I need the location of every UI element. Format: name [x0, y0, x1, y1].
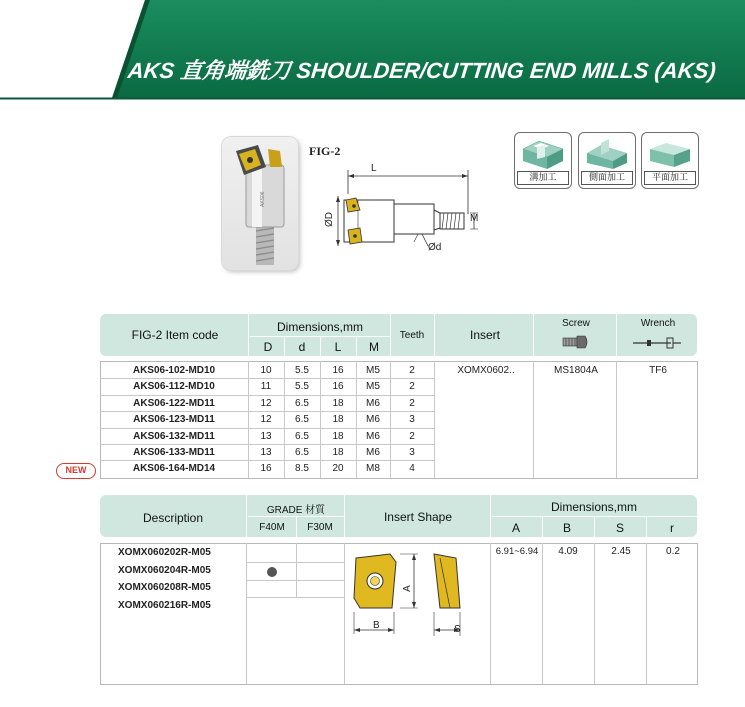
cell-M: M6 — [366, 430, 380, 442]
hdr-divider — [356, 337, 357, 356]
cell-L: 16 — [332, 365, 344, 376]
row-divider — [100, 428, 434, 429]
row-divider — [100, 444, 434, 445]
screw-value: MS1804A — [554, 365, 598, 376]
dim-L-label: L — [371, 163, 377, 174]
col-divider — [646, 543, 647, 684]
svg-text:AKS06: AKS06 — [260, 191, 266, 207]
hdr-divider — [246, 495, 247, 537]
cell-d: 6.5 — [295, 430, 309, 442]
cell-L: 16 — [332, 381, 344, 393]
cell-teeth: 3 — [409, 414, 415, 426]
cell-D: 11 — [260, 381, 272, 393]
cell-teeth: 2 — [409, 430, 415, 442]
cell-teeth: 2 — [409, 365, 415, 376]
hdr-divider — [492, 516, 697, 517]
row-divider — [100, 395, 434, 396]
item-code: AKS06-123-MD11 — [133, 414, 215, 426]
face-icon — [641, 132, 699, 189]
insert-code: XOMX060202R-M05 — [118, 547, 211, 558]
cell-M: M6 — [366, 414, 380, 426]
th-r: r — [670, 521, 674, 535]
hdr-divider — [646, 517, 647, 537]
th-dimensions: Dimensions,mm — [276, 320, 363, 334]
cell-L: 18 — [332, 414, 344, 426]
product-photo — [222, 137, 298, 270]
dim-D-label: ØD — [324, 212, 335, 227]
item-code: AKS06-132-MD11 — [133, 430, 215, 442]
col-divider — [246, 543, 247, 684]
cell-teeth: 3 — [409, 447, 415, 458]
cell-M: M6 — [366, 447, 380, 458]
row-divider — [246, 562, 344, 563]
col-divider — [296, 543, 297, 597]
col-divider — [616, 361, 617, 478]
cell-teeth: 2 — [409, 381, 415, 393]
dim-M-label: M — [470, 213, 479, 224]
hdr-divider — [344, 495, 345, 537]
insert-code: XOMX060204R-M05 — [118, 564, 211, 576]
th-grade: GRADE 材質 — [266, 505, 326, 516]
insert-shape-drawing — [350, 550, 486, 642]
cell-d: 8.5 — [295, 463, 309, 475]
new-badge — [56, 463, 96, 479]
cell-D: 16 — [260, 463, 272, 475]
cell-d: 6.5 — [295, 414, 309, 426]
side-label: 側面加工 — [581, 171, 633, 185]
th-S: S — [615, 521, 624, 535]
hdr-divider — [616, 314, 617, 356]
dim-d-label: Ød — [428, 242, 442, 253]
new-badge-label: NEW — [65, 465, 87, 475]
shape-label-S: S — [454, 624, 461, 635]
cell-D: 13 — [260, 430, 272, 442]
dim-A-value: 6.91~6.94 — [495, 546, 539, 557]
insert-code: XOMX060208R-M05 — [118, 582, 211, 593]
cell-L: 18 — [332, 447, 344, 458]
item-code: AKS06-102-MD10 — [132, 365, 216, 376]
hdr-divider — [248, 516, 344, 517]
hdr-divider — [296, 517, 297, 537]
insert-value: XOMX0602.. — [457, 365, 515, 376]
th-description: Description — [142, 511, 204, 525]
cell-L: 18 — [332, 397, 344, 409]
item-code: AKS06-133-MD11 — [133, 447, 215, 458]
th-f30m: F30M — [307, 522, 333, 533]
th-insert-shape: Insert Shape — [383, 510, 453, 524]
screw-icon — [561, 334, 591, 350]
th-item-code: FIG-2 Item code — [131, 328, 219, 342]
slot-label: 溝加工 — [517, 171, 569, 185]
row-divider — [246, 580, 344, 581]
wrench-value: TF6 — [649, 365, 667, 376]
cell-L: 20 — [332, 463, 344, 475]
side-icon — [578, 132, 636, 189]
shape-label-B: B — [373, 620, 380, 631]
item-code: AKS06-164-MD14 — [132, 463, 216, 475]
cell-D: 10 — [260, 365, 272, 376]
row-divider — [100, 378, 434, 379]
shape-label-A: A — [401, 585, 413, 592]
hdr-divider — [533, 314, 534, 356]
cell-M: M5 — [366, 381, 380, 393]
face-label: 平面加工 — [644, 171, 696, 185]
cell-d: 6.5 — [295, 447, 309, 458]
col-divider — [533, 361, 534, 478]
cell-M: M8 — [366, 463, 380, 475]
th-A: A — [511, 521, 520, 535]
cell-D: 12 — [260, 414, 272, 426]
dim-B-value: 4.09 — [558, 546, 578, 557]
th-L: L — [334, 340, 342, 354]
insert-code: XOMX060216R-M05 — [118, 599, 211, 611]
cell-d: 5.5 — [295, 365, 309, 376]
page-title: AKS 直角端銑刀 SHOULDER/CUTTING END MILLS (AKS) — [126, 58, 718, 83]
cell-D: 12 — [260, 397, 272, 409]
item-code: AKS06-122-MD11 — [133, 397, 215, 409]
cell-teeth: 2 — [409, 397, 415, 409]
th-teeth: Teeth — [399, 330, 425, 341]
th-d: d — [298, 340, 306, 354]
cell-d: 5.5 — [295, 381, 309, 393]
th-B: B — [562, 521, 571, 535]
th-D: D — [263, 340, 273, 354]
th-M: M — [369, 340, 379, 354]
tool-drawing — [318, 158, 488, 268]
cell-M: M6 — [366, 397, 380, 409]
cell-L: 18 — [332, 430, 344, 442]
col-divider — [344, 543, 345, 684]
col-divider — [542, 543, 543, 684]
hdr-divider — [542, 517, 543, 537]
th-insert: Insert — [469, 328, 500, 342]
hdr-divider — [248, 314, 249, 356]
th-screw: Screw — [562, 318, 590, 329]
cell-M: M5 — [366, 365, 380, 376]
slot-icon — [514, 132, 572, 189]
wrench-icon — [631, 336, 683, 350]
grade-available-dot — [267, 567, 277, 577]
item-code: AKS06-112-MD10 — [133, 381, 215, 393]
cell-d: 6.5 — [295, 397, 309, 409]
row-divider — [100, 411, 434, 412]
figure-label: FIG-2 — [309, 144, 341, 158]
hdr-divider — [390, 314, 391, 356]
hdr-divider — [434, 314, 435, 356]
cell-D: 13 — [260, 447, 272, 458]
dim-S-value: 2.45 — [611, 546, 631, 557]
hdr-divider — [320, 337, 321, 356]
hdr-divider — [490, 495, 491, 537]
hdr-divider — [284, 337, 285, 356]
dim-r-value: 0.2 — [666, 546, 680, 557]
header-banner — [0, 0, 745, 100]
row-divider — [100, 460, 434, 461]
col-divider — [490, 543, 491, 684]
th-dimensions2: Dimensions,mm — [550, 500, 637, 514]
hdr-divider — [250, 336, 390, 337]
th-f40m: F40M — [259, 522, 285, 533]
col-divider — [594, 543, 595, 684]
th-wrench: Wrench — [640, 318, 676, 329]
cell-teeth: 4 — [409, 463, 415, 475]
hdr-divider — [594, 517, 595, 537]
col-divider — [434, 361, 435, 478]
row-divider — [246, 597, 344, 598]
